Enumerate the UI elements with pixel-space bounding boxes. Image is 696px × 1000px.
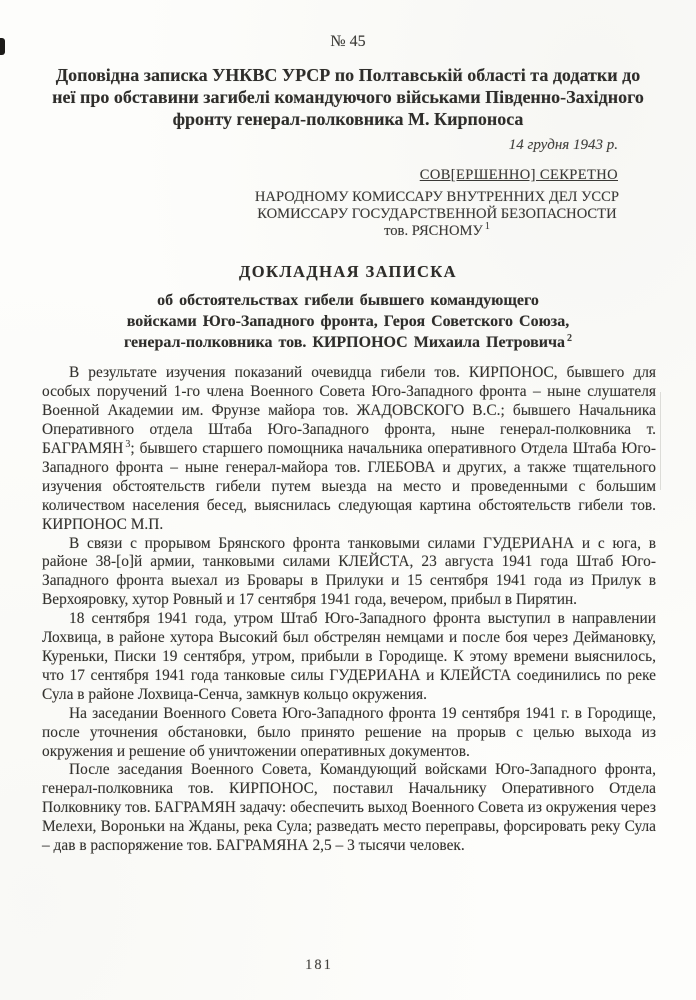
- page-number: 181: [305, 957, 333, 973]
- scan-artifact-left-edge: [0, 38, 5, 55]
- subtitle-line: об обстоятельствах гибели бывшего командующего: [157, 292, 539, 310]
- body-paragraph-5: После заседания Военного Совета, Командующий войсками Юго-Западного фронта, генерал-полковника тов. КИРПОНОС, поставил Начальнику Оперативного Отдела Полковнику тов. БАГРАМЯН задачу: обеспечить выход Военного Совета из окружения через Мелехи, Вороньки на Жданы, река Сула; разведать место переправы, форсировать реку Сула – дав в распоряжение тов. БАГРАМЯНА 2,5 – 3 тысячи человек.: [42, 761, 656, 855]
- addressee-line: НАРОДНОМУ КОМИССАРУ ВНУТРЕННИХ ДЕЛ УССР: [254, 189, 619, 205]
- addressee-line: КОМИССАРУ ГОСУДАРСТВЕННОЙ БЕЗОПАСНОСТИ: [257, 205, 617, 222]
- paragraph-text: В результате изучения показаний очевидца гибели тов. КИРПОНОС, бывшего для особых поручений 1-го члена Военного Совета Юго-Западного фронта – ныне слушателя Военной Академии им. Фрунзе майора тов. ЖАДОВСКОГО В.С.; бывшего Начальника Оперативного отдела Штаба Юго-Западного фронта, ныне генерал-полковника т. БАГРАМЯН: [42, 364, 656, 458]
- subtitle-name: генерал-полковника тов. КИРПОНОС Михаила Петровича: [124, 334, 565, 352]
- footnote-marker-1: 1: [484, 220, 490, 232]
- scan-crease-line: [660, 392, 661, 490]
- doc-title: Доповідна записка УНКВС УРСР по Полтавській області та додатки до неї про обставини загибелі командуючого військами Південно-Західного фронту генерал-полковника М. Кирпоноса: [52, 65, 644, 129]
- body-paragraph-1: [42, 364, 656, 534]
- classification-stamp: [0, 167, 696, 184]
- paragraph-text: ; бывшего старшего помощника начальника оперативного Отдела Штаба Юго-Западного фронта – ныне генерал-майора тов. ГЛЕБОВА и других, а также тщательного изучения обстоятельств гибели путем выезда на место и проведенными с большим количеством населения бесед, выяснилась следующая картина обстоятельств гибели тов. КИРПОНОС М.П.: [42, 440, 656, 533]
- addressee-block: [255, 189, 619, 239]
- report-heading: ДОКЛАДНАЯ ЗАПИСКА: [239, 262, 457, 282]
- addressee-name: тов. РЯСНОМУ: [384, 222, 483, 239]
- subtitle-line: [0, 332, 696, 353]
- document-body: [42, 364, 656, 856]
- body-paragraph-2: В связи с прорывом Брянского фронта танковыми силами ГУДЕРИАНА и с юга, в районе 38-[о]й армии, танковыми силами КЛЕЙСТА, 23 августа 1941 года Штаб Юго-Западного фронта выехал из Бровары в Прилуки и 15 сентября 1941 года из Прилук в Верхояровку, хутор Ровный и 17 сентября 1941 года, вечером, прибыл в Пирятин.: [42, 534, 656, 609]
- classification-text: СОВ[ЕРШЕННО] СЕКРЕТНО: [419, 167, 618, 183]
- footnote-marker-2: 2: [567, 333, 572, 345]
- subtitle-line: войсками Юго-Западного фронта, Героя Советского Союза,: [126, 313, 570, 331]
- doc-date: 14 грудня 1943 р.: [508, 137, 618, 153]
- report-subtitle: [0, 290, 696, 353]
- body-paragraph-4: На заседании Военного Совета Юго-Западного фронта 19 сентября 1941 г. в Городище, после уточнения обстановки, было принято решение на прорыв с целью выхода из окружения и решение об уничтожении оперативных документов.: [42, 704, 656, 760]
- addressee-line: [255, 220, 619, 240]
- body-paragraph-3: 18 сентября 1941 года, утром Штаб Юго-Западного фронта выступил в направлении Лохвица, в районе хутора Высокий был обстрелян немцами и после боя через Деймановку, Куреньки, Писки 19 сентября, утром, прибыли в Городище. К этому времени выяснилось, что 17 сентября 1941 года танковые силы ГУДЕРИАНА и КЛЕЙСТА соединились по реке Сула в районе Лохвица-Сенча, замкнув кольцо окружения.: [42, 610, 656, 703]
- doc-number: № 45: [330, 33, 366, 50]
- footnote-marker-3: 3: [125, 438, 131, 450]
